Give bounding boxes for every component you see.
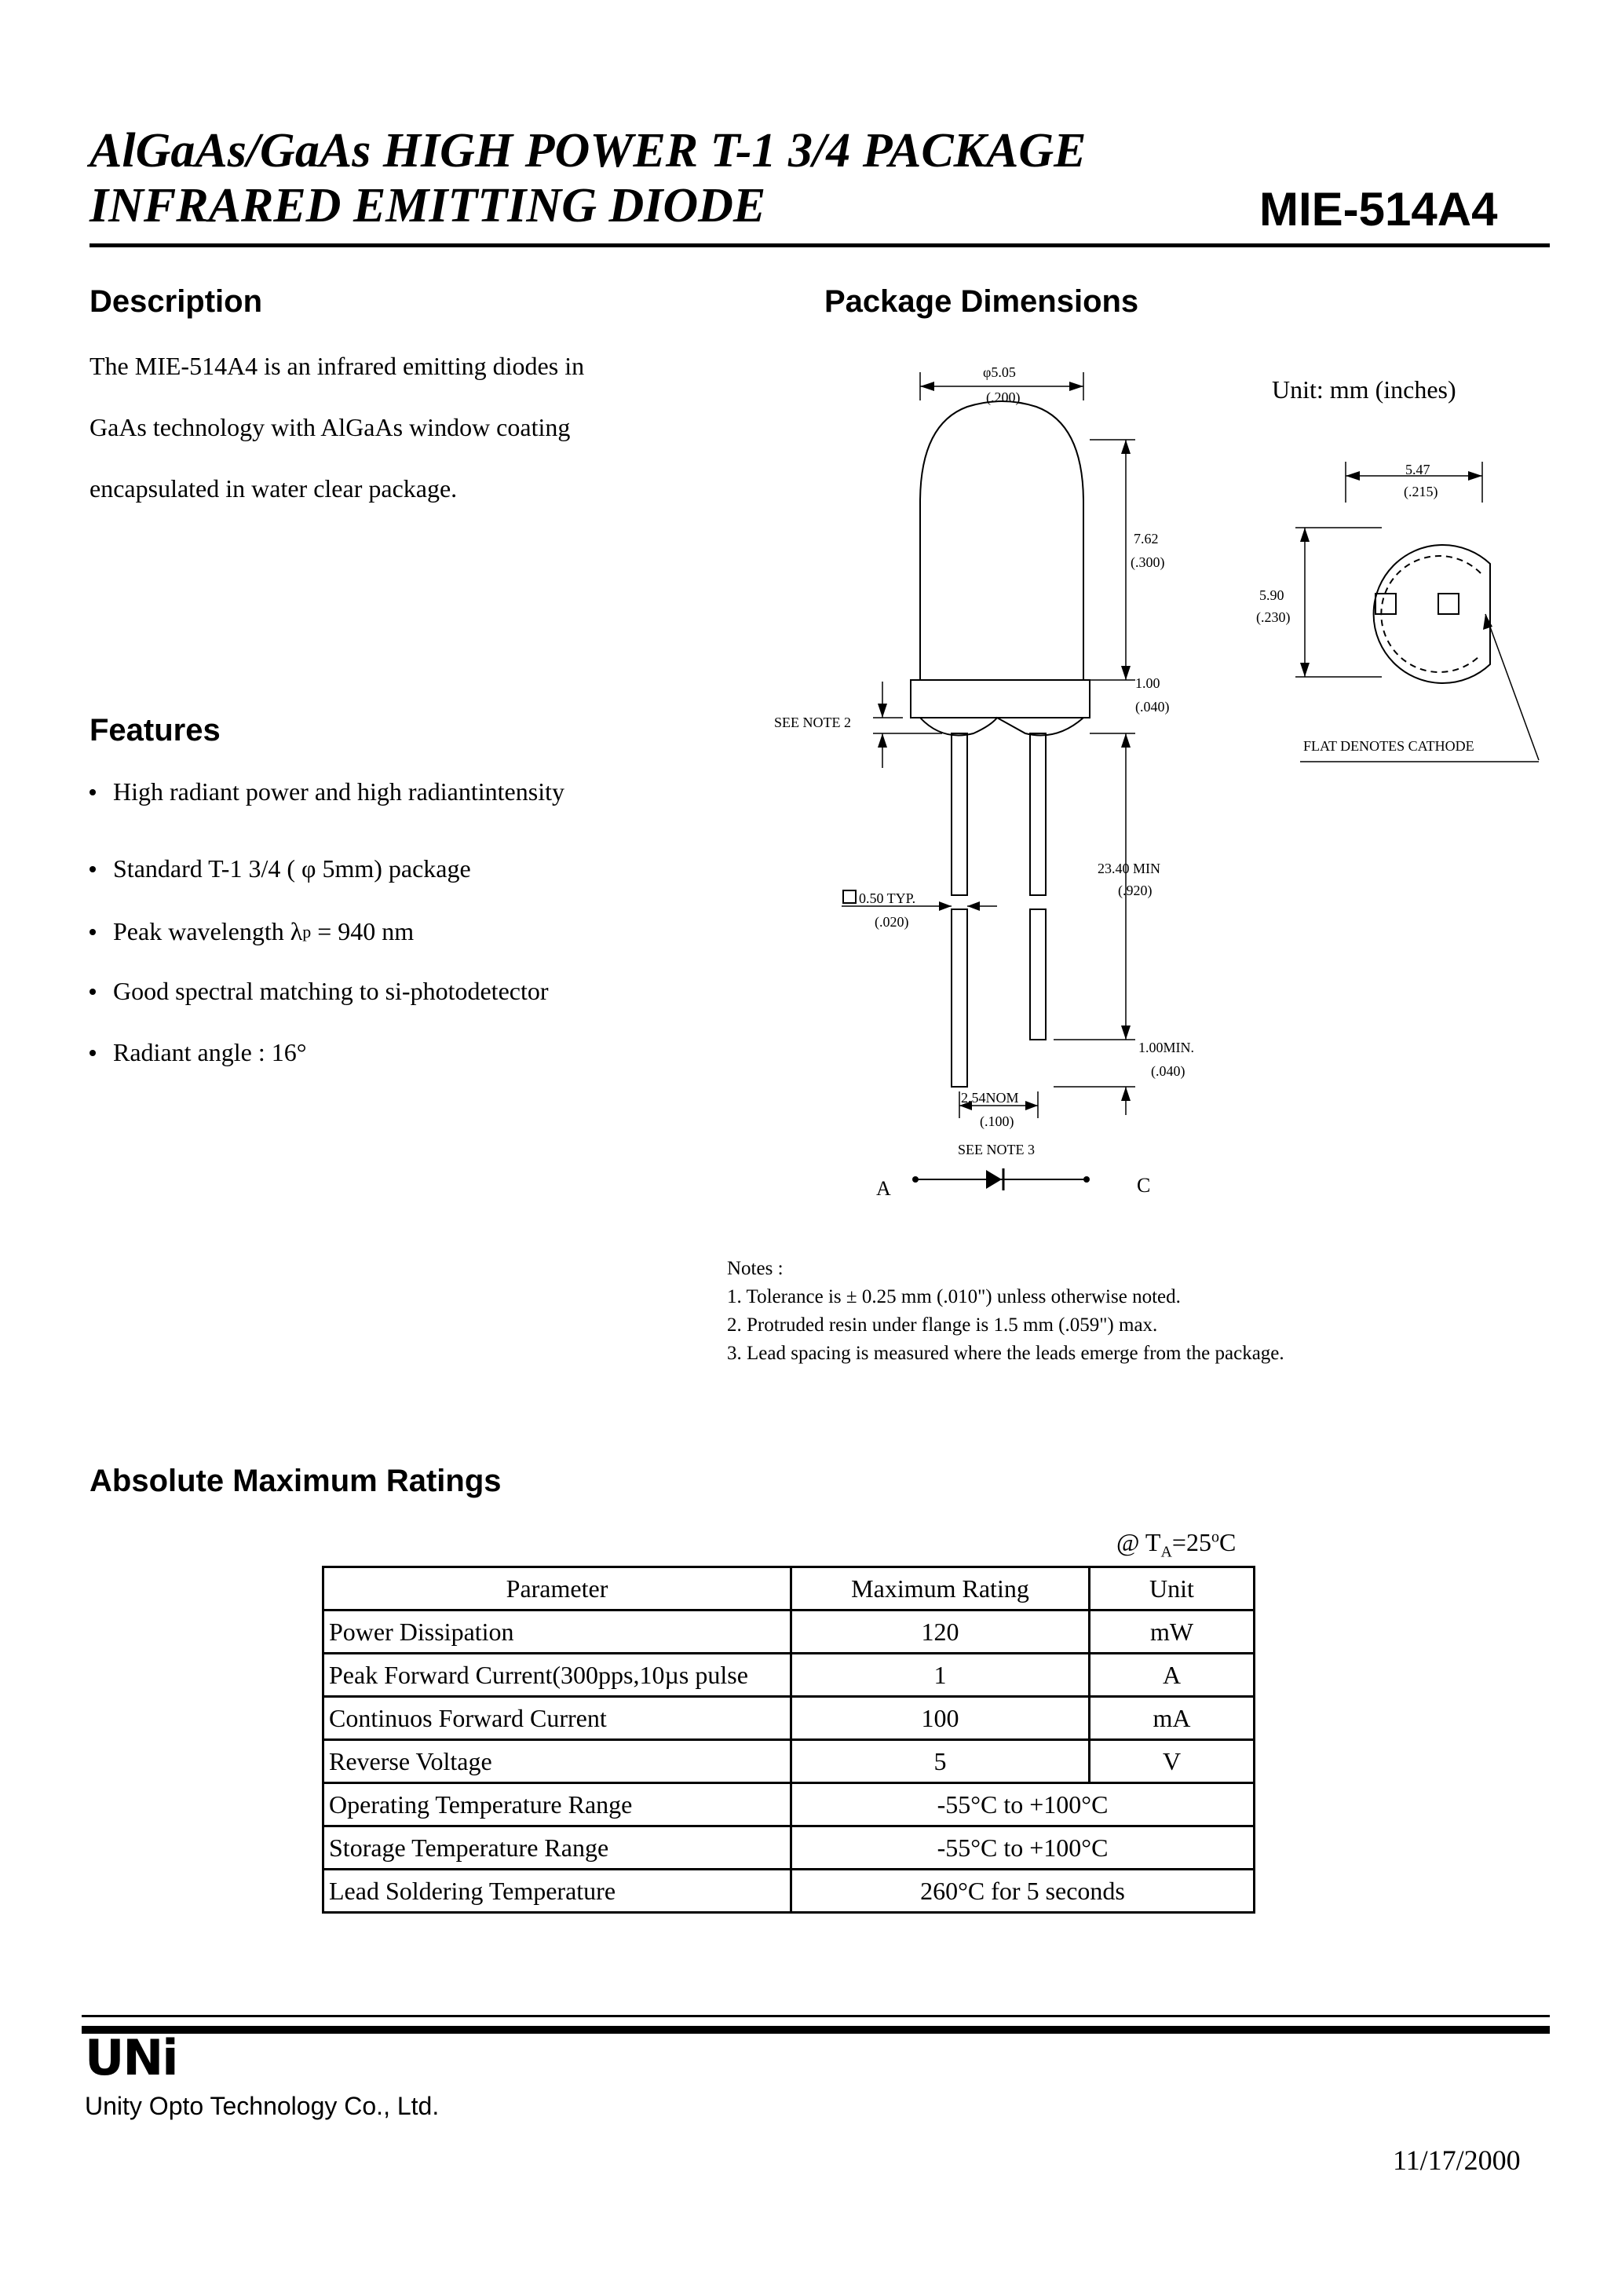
- cell-unit: V: [1090, 1740, 1255, 1783]
- company-logo: UNi: [85, 2029, 177, 2086]
- see-note-2: SEE NOTE 2: [774, 715, 851, 730]
- description-line-2: GaAs technology with AlGaAs window coating: [90, 413, 571, 441]
- feature-item: Radiant angle : 16°: [90, 1038, 307, 1067]
- dim-top-height-in: (.230): [1256, 609, 1291, 625]
- table-header-row: [323, 1567, 1255, 1610]
- cell-rating: 100: [791, 1697, 1090, 1740]
- unit-label: Unit: mm (inches): [1272, 375, 1456, 404]
- dim-top-width-in: (.215): [1404, 484, 1438, 499]
- feature-item: Standard T-1 3/4 ( φ 5mm) package: [90, 854, 471, 883]
- feature-item-wavelength: Peak wavelength λ p = 940 nm: [90, 917, 414, 946]
- cell-rating: 120: [791, 1610, 1090, 1654]
- dim-lead-in: (.920): [1118, 883, 1153, 898]
- description-heading: Description: [90, 284, 263, 319]
- note-3: 3. Lead spacing is measured where the leads emerge from the package.: [727, 1343, 1284, 1364]
- dim-min-mm: 1.00MIN.: [1138, 1040, 1194, 1055]
- lead-anode-lower: [952, 909, 967, 1087]
- footer-rule-thin: [82, 2015, 1550, 2017]
- part-number: MIE-514A4: [1259, 183, 1498, 236]
- dim-diameter-in: (.200): [986, 389, 1021, 405]
- resin-protrusion: [920, 718, 1083, 736]
- note-2: 2. Protruded resin under flange is 1.5 mm (.059") max.: [727, 1314, 1158, 1336]
- column-header-rating: Maximum Rating: [791, 1567, 1090, 1610]
- ratings-condition: @ $T_A=25^oC$: [1116, 1528, 1237, 1561]
- cell-rating: 260°C for 5 seconds: [791, 1870, 1255, 1913]
- dim-lead-mm: 23.40 MIN: [1098, 861, 1160, 876]
- cell-rating: -55°C to +100°C: [791, 1783, 1255, 1826]
- description-line-1: The MIE-514A4 is an infrared emitting diodes in: [90, 352, 585, 380]
- table-row: [323, 1826, 1255, 1870]
- table-row: [323, 1740, 1255, 1783]
- dim-spacing-mm: 2.54NOM: [961, 1090, 1019, 1106]
- dim-top-width-mm: 5.47: [1405, 462, 1430, 477]
- cell-parameter: Power Dissipation: [323, 1610, 791, 1654]
- title-line-1: AlGaAs/GaAs HIGH POWER T-1 3/4 PACKAGE: [90, 124, 1087, 177]
- table-row: [323, 1783, 1255, 1826]
- cell-unit: mA: [1090, 1697, 1255, 1740]
- cell-parameter: Peak Forward Current(300pps,10µs pulse: [323, 1654, 791, 1697]
- notes-heading: Notes :: [727, 1258, 784, 1279]
- feature-item: High radiant power and high radiantintensity: [90, 777, 564, 806]
- top-view-pad-left: [1375, 594, 1396, 614]
- table-row: [323, 1654, 1255, 1697]
- see-note-3: SEE NOTE 3: [958, 1142, 1035, 1157]
- diode-body: [920, 401, 1083, 680]
- column-header-unit: Unit: [1090, 1567, 1255, 1610]
- top-view-dimensions: [1295, 462, 1539, 762]
- anode-label: A: [876, 1177, 891, 1200]
- flat-denotes-cathode: FLAT DENOTES CATHODE: [1303, 738, 1474, 754]
- ratings-heading: Absolute Maximum Ratings: [90, 1464, 502, 1498]
- lead-anode-upper: [952, 733, 967, 895]
- diode-symbol-icon: [912, 1168, 1090, 1190]
- dim-lead-square-mm: 0.50 TYP.: [859, 890, 916, 906]
- cell-parameter: Operating Temperature Range: [323, 1783, 791, 1826]
- title-line-2: INFRARED EMITTING DIODE: [90, 179, 766, 232]
- dim-flange-in: (.040): [1135, 699, 1170, 715]
- dim-diameter-mm: φ5.05: [983, 364, 1016, 380]
- cell-unit: A: [1090, 1654, 1255, 1697]
- ratings-table: [322, 1566, 1255, 1914]
- diode-top-view: [1374, 545, 1490, 683]
- diode-flange: [911, 680, 1090, 718]
- dimension-labels: [774, 364, 1474, 1157]
- package-heading: Package Dimensions: [824, 284, 1139, 319]
- diode-side-view: [911, 401, 1090, 1087]
- dim-height-in: (.300): [1131, 554, 1165, 570]
- dim-lead-square-in: (.020): [875, 914, 909, 930]
- features-heading: Features: [90, 713, 221, 748]
- dim-height-mm: 7.62: [1134, 531, 1159, 547]
- table-row: [323, 1697, 1255, 1740]
- dim-min-in: (.040): [1151, 1063, 1185, 1079]
- company-name: Unity Opto Technology Co., Ltd.: [85, 2092, 440, 2120]
- cell-parameter: Continuos Forward Current: [323, 1697, 791, 1740]
- cell-parameter: Lead Soldering Temperature: [323, 1870, 791, 1913]
- lead-cathode-upper: [1030, 733, 1046, 895]
- description-line-3: encapsulated in water clear package.: [90, 474, 458, 503]
- table-row: [323, 1610, 1255, 1654]
- cathode-label: C: [1137, 1174, 1151, 1197]
- note-1: 1. Tolerance is ± 0.25 mm (.010") unless otherwise noted.: [727, 1286, 1181, 1307]
- lead-cathode-lower: [1030, 909, 1046, 1040]
- column-header-parameter: Parameter: [323, 1567, 791, 1610]
- dim-spacing-in: (.100): [980, 1113, 1014, 1129]
- cell-rating: -55°C to +100°C: [791, 1826, 1255, 1870]
- cell-parameter: Storage Temperature Range: [323, 1826, 791, 1870]
- square-symbol-icon: [843, 890, 856, 903]
- table-row: [323, 1870, 1255, 1913]
- top-view-pad-right: [1438, 594, 1459, 614]
- cell-unit: mW: [1090, 1610, 1255, 1654]
- cell-rating: 5: [791, 1740, 1090, 1783]
- document-date: 11/17/2000: [1393, 2144, 1521, 2176]
- feature-item: Good spectral matching to si-photodetector: [90, 977, 549, 1006]
- cell-parameter: Reverse Voltage: [323, 1740, 791, 1783]
- dim-top-height-mm: 5.90: [1259, 587, 1284, 603]
- footer-rule-thick: [82, 2026, 1550, 2034]
- cell-rating: 1: [791, 1654, 1090, 1697]
- dimension-arrows: [878, 382, 1131, 1110]
- dim-flange-mm: 1.00: [1135, 675, 1160, 691]
